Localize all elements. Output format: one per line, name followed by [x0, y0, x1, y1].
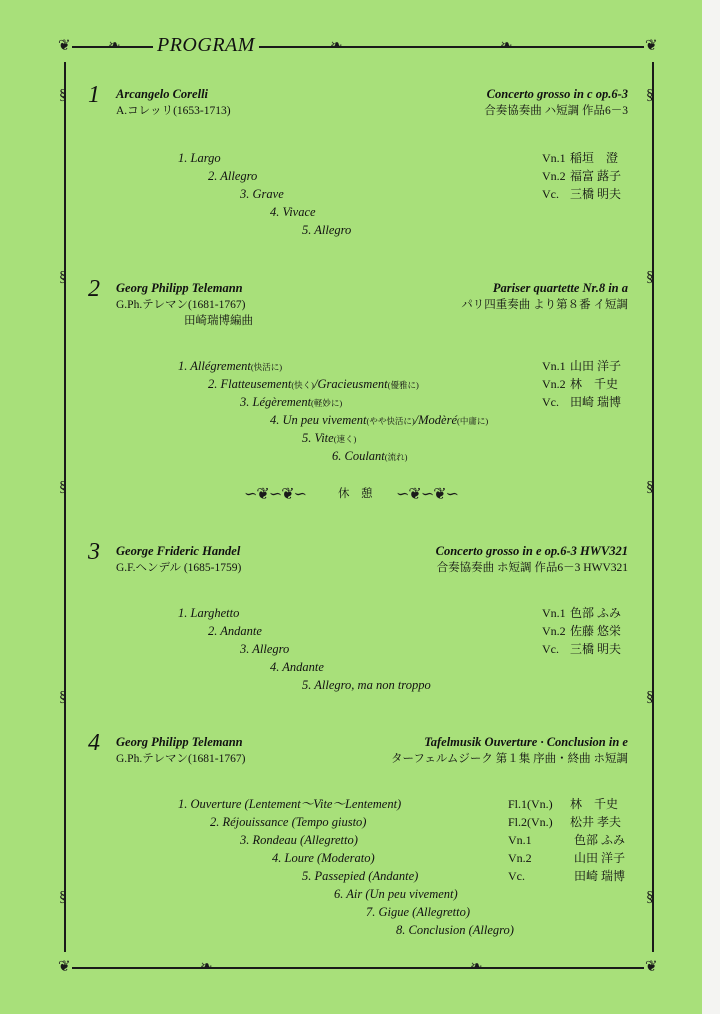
- vine-ornament-icon: ∽❦∽❦∽: [244, 486, 307, 503]
- performer-name: 山田 洋子: [574, 851, 626, 865]
- performer-part: Vn.2: [542, 377, 566, 391]
- side-ornament-icon: §: [646, 889, 654, 905]
- side-ornament-icon: §: [59, 889, 67, 905]
- movement: 5. Passepied (Andante): [302, 869, 419, 883]
- movement: 4. Andante: [270, 660, 324, 674]
- page-edge: [702, 0, 720, 1014]
- movement: 2. Allegro: [208, 169, 258, 183]
- work-number: 3: [88, 539, 100, 565]
- movement: 4. Vivace: [270, 205, 316, 219]
- bottom-ornament-icon: ❧: [200, 959, 213, 975]
- movement: 3. Légèrement(軽妙に): [240, 395, 343, 409]
- performer-name: 三橋 明夫: [570, 187, 622, 201]
- performer-part: Vn.1: [542, 359, 566, 373]
- performer-name: 色部 ふみ: [574, 833, 626, 847]
- work-number: 2: [88, 276, 100, 302]
- performer-part: Vn.2: [542, 169, 566, 183]
- movement: 3. Grave: [240, 187, 284, 201]
- performer-name: 色部 ふみ: [570, 606, 622, 620]
- work-number: 4: [88, 730, 100, 756]
- performer-name: 山田 洋子: [570, 359, 622, 373]
- work-title: Concerto grosso in e op.6-3 HWV321: [435, 544, 628, 558]
- movement: 3. Allegro: [240, 642, 290, 656]
- performer-name: 松井 孝夫: [570, 815, 622, 829]
- movement: 4. Loure (Moderato): [272, 851, 375, 865]
- vine-ornament-icon: ∽❦∽❦∽: [396, 486, 459, 503]
- movement: 3. Rondeau (Allegretto): [240, 833, 358, 847]
- work-title-jp: ターフェルムジーク 第１集 序曲・終曲 ホ短調: [390, 753, 628, 765]
- work-title: Tafelmusik Ouverture · Conclusion in e: [424, 735, 628, 749]
- movement: 4. Un peu vivement(やや快活に)/Modèré(中庸に): [270, 413, 489, 427]
- side-ornament-icon: §: [646, 87, 654, 103]
- movement: 1. Larghetto: [178, 606, 240, 620]
- movement: 8. Conclusion (Allegro): [396, 923, 514, 937]
- composer-name-jp: G.Ph.テレマン(1681-1767): [116, 299, 246, 311]
- corner-ornament-icon: ❦: [645, 38, 658, 54]
- movement: 2. Réjouissance (Tempo giusto): [210, 815, 367, 829]
- work-title-jp: パリ四重奏曲 より第８番 イ短調: [461, 299, 628, 311]
- work-title: Pariser quartette Nr.8 in a: [492, 281, 628, 295]
- performer-part: Vn.2: [508, 851, 532, 865]
- corner-ornament-icon: ❦: [58, 959, 71, 975]
- performer-part: Vc.: [542, 395, 559, 409]
- movement: 5. Allegro: [302, 223, 352, 237]
- performer-part: Fl.2(Vn.): [508, 815, 553, 829]
- movement: 5. Allegro, ma non troppo: [302, 678, 431, 692]
- performer-part: Fl.1(Vn.): [508, 797, 553, 811]
- movement: 2. Andante: [208, 624, 262, 638]
- movement: 7. Gigue (Allegretto): [366, 905, 471, 919]
- performer-name: 稲垣 澄: [570, 151, 619, 165]
- movement: 1. Allégrement(快活に): [178, 359, 283, 373]
- performer-part: Vn.1: [508, 833, 532, 847]
- frame-bottom-line: [72, 967, 644, 969]
- movement: 6. Air (Un peu vivement): [334, 887, 458, 901]
- performer-part: Vn.1: [542, 151, 566, 165]
- side-ornament-icon: §: [646, 269, 654, 285]
- side-ornament-icon: §: [646, 689, 654, 705]
- arranger-jp: 田崎瑞博編曲: [184, 315, 253, 327]
- movement: 6. Coulant(流れ): [332, 449, 408, 463]
- performer-name: 三橋 明夫: [570, 642, 622, 656]
- movement: 1. Largo: [178, 151, 221, 165]
- side-ornament-icon: §: [59, 87, 67, 103]
- work-title: Concerto grosso in c op.6-3: [486, 87, 628, 101]
- frame-right-line: [652, 62, 654, 952]
- performer-name: 福富 蕗子: [570, 169, 622, 183]
- composer-name: Georg Philipp Telemann: [116, 735, 243, 749]
- performer-name: 林 千史: [570, 377, 619, 391]
- performer-name: 田崎 瑞博: [570, 395, 622, 409]
- side-ornament-icon: §: [59, 479, 67, 495]
- movement: 1. Ouverture (Lentement～Vite～Lentement): [178, 797, 402, 811]
- corner-ornament-icon: ❦: [645, 959, 658, 975]
- frame-left-line: [64, 62, 66, 952]
- performer-part: Vc.: [542, 642, 559, 656]
- work-number: 1: [88, 82, 100, 108]
- top-ornament-icon: ❧: [500, 38, 513, 54]
- performer-part: Vc.: [508, 869, 525, 883]
- composer-name-jp: A.コレッリ(1653-1713): [116, 105, 231, 117]
- performer-part: Vn.1: [542, 606, 566, 620]
- work-title-jp: 合奏協奏曲 ホ短調 作品6－3 HWV321: [436, 562, 628, 574]
- side-ornament-icon: §: [59, 689, 67, 705]
- composer-name-jp: G.Ph.テレマン(1681-1767): [116, 753, 246, 765]
- composer-name: Georg Philipp Telemann: [116, 281, 243, 295]
- top-ornament-icon: ❧: [330, 38, 343, 54]
- movement: 2. Flatteusement(快く)/Gracieusment(優雅に): [208, 377, 419, 391]
- composer-name-jp: G.F.ヘンデル (1685-1759): [116, 562, 242, 574]
- work-title-jp: 合奏協奏曲 ハ短調 作品6－3: [484, 105, 628, 117]
- composer-name: Arcangelo Corelli: [116, 87, 209, 101]
- top-ornament-icon: ❧: [108, 38, 121, 54]
- performer-part: Vc.: [542, 187, 559, 201]
- composer-name: George Frideric Handel: [116, 544, 241, 558]
- corner-ornament-icon: ❦: [58, 38, 71, 54]
- bottom-ornament-icon: ❧: [470, 959, 483, 975]
- performer-name: 佐藤 悠栄: [570, 624, 622, 638]
- side-ornament-icon: §: [59, 269, 67, 285]
- intermission-label: 休 憩: [338, 488, 373, 500]
- movement: 5. Vite(速く): [302, 431, 357, 445]
- performer-part: Vn.2: [542, 624, 566, 638]
- side-ornament-icon: §: [646, 479, 654, 495]
- performer-name: 田崎 瑞博: [574, 869, 626, 883]
- page-title: PROGRAM: [153, 34, 259, 57]
- performer-name: 林 千史: [570, 797, 619, 811]
